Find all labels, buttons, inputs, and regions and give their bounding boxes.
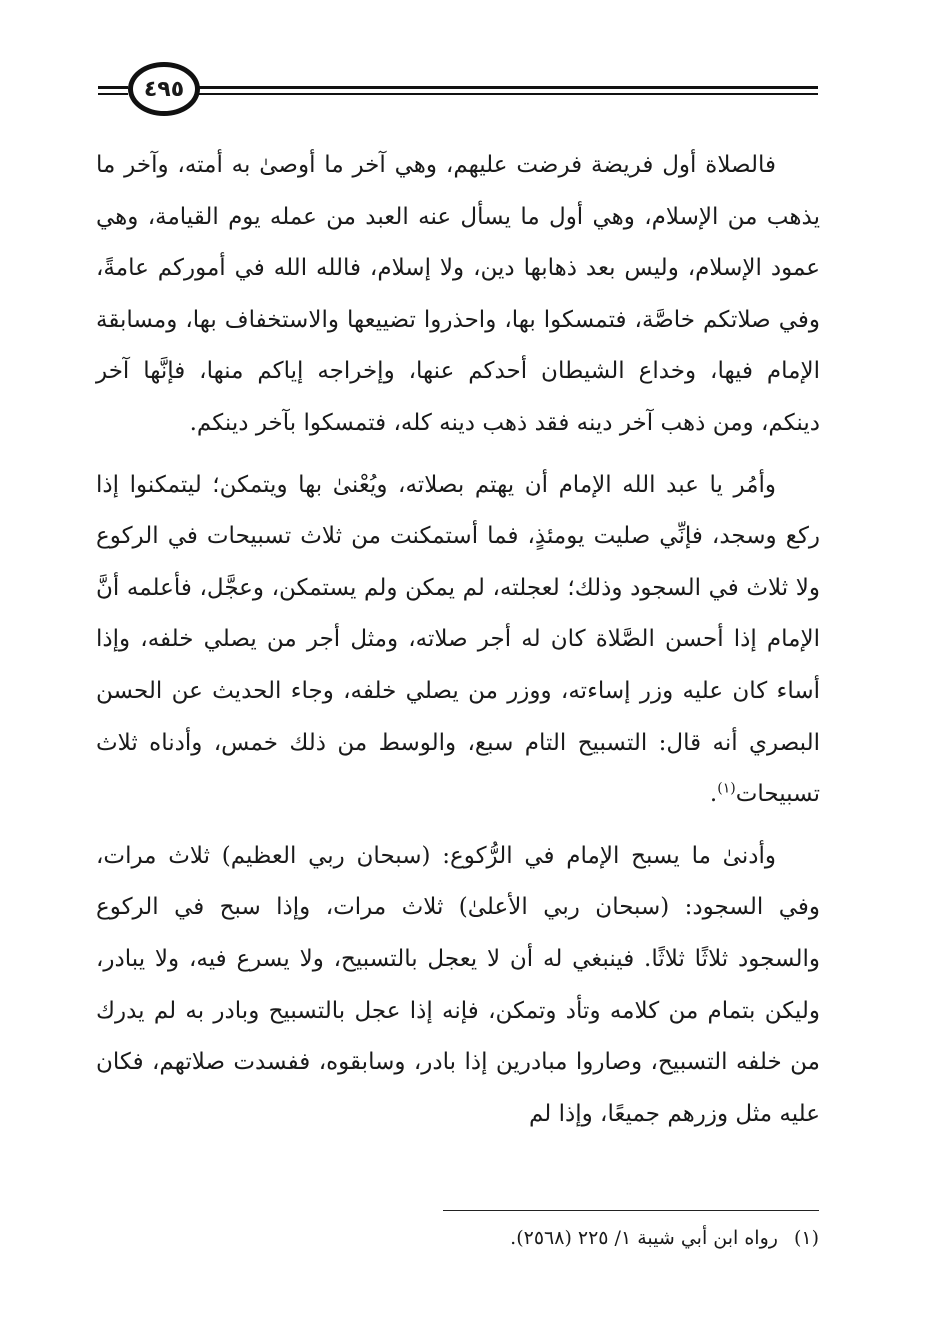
paragraph (96, 831, 820, 1141)
footnote (111, 1224, 819, 1252)
paragraph-text: وأدنىٰ ما يسبح الإمام في الرُّكوع: (سبحان ربي العظيم) ثلاث مرات، وفي السجود: (سبحان ربي الأعلىٰ) ثلاث مرات، وإذا سبح في الركوع والسجود ثلاثًا ثلاثًا. فينبغي له أن لا يعجل بالتسبيح، ولا يسرع فيه، ولا يبادر، وليكن بتمام من كلامه وتأد وتمكن، فإنه إذا عجل بالتسبيح وبادر به لم يدرك من خلفه التسبيح، وصاروا مبادرين إذا بادر، وسابقوه، ففسدت صلاتهم، فكان عليه مثل وزرهم جميعًا، وإذا لم (96, 842, 820, 1127)
header-rule (158, 86, 818, 89)
footnote-text: رواه ابن أبي شيبة ١/ ٢٢٥ (٢٥٦٨). (510, 1227, 778, 1249)
paragraph (96, 140, 820, 450)
page-header (98, 62, 818, 122)
header-rule (98, 86, 128, 89)
footnote-reference[interactable]: (١) (717, 780, 736, 797)
paragraph (96, 460, 820, 821)
footnote-marker: (١) (793, 1227, 819, 1249)
header-rule (98, 93, 128, 95)
paragraph-text: فالصلاة أول فريضة فرضت عليهم، وهي آخر ما أوصىٰ به أمته، وآخر ما يذهب من الإسلام، وهي أول ما يسأل عنه العبد من عمله يوم القيامة، وهي عمود الإسلام، وليس بعد ذهابها دين، ولا إسلام، فالله الله في أموركم عامةً، وفي صلاتكم خاصَّة، فتمسكوا بها، واحذروا تضييعها والاستخفاف بها، ومسابقة الإمام فيها، وخداع الشيطان أحدكم عنها، وإخراجه إياكم منها، فإنَّها آخر دينكم، ومن ذهب آخر دينه فقد ذهب دينه كله، فتمسكوا بآخر دينكم. (96, 152, 820, 436)
page-number: ٤٩٥ (128, 62, 200, 116)
paragraph-text: وأمُر يا عبد الله الإمام أن يهتم بصلاته، ويُعْنىٰ بها ويتمكن؛ ليتمكنوا إذا ركع وسجد، فإنِّي صليت يومئذٍ، فما أستمكنت من ثلاث تسبيحات في الركوع ولا ثلاث في السجود وذلك؛ لعجلته، لم يمكن ولم يستمكن، وعجَّل، فأعلمه أنَّ الإمام إذا أحسن الصَّلاة كان له أجر صلاته، ومثل أجر من يصلي خلفه، وإذا أساء كان عليه وزر إساءته، ووزر من يصلي خلفه، وجاء الحديث عن الحسن البصري أنه قال: التسبيح التام سبع، والوسط من ذلك خمس، وأدناه ثلاث تسبيحات (96, 471, 821, 808)
paragraph-tail: . (709, 781, 718, 808)
body-text (96, 140, 820, 1140)
header-rule (158, 93, 818, 95)
footnote-divider (443, 1210, 819, 1211)
